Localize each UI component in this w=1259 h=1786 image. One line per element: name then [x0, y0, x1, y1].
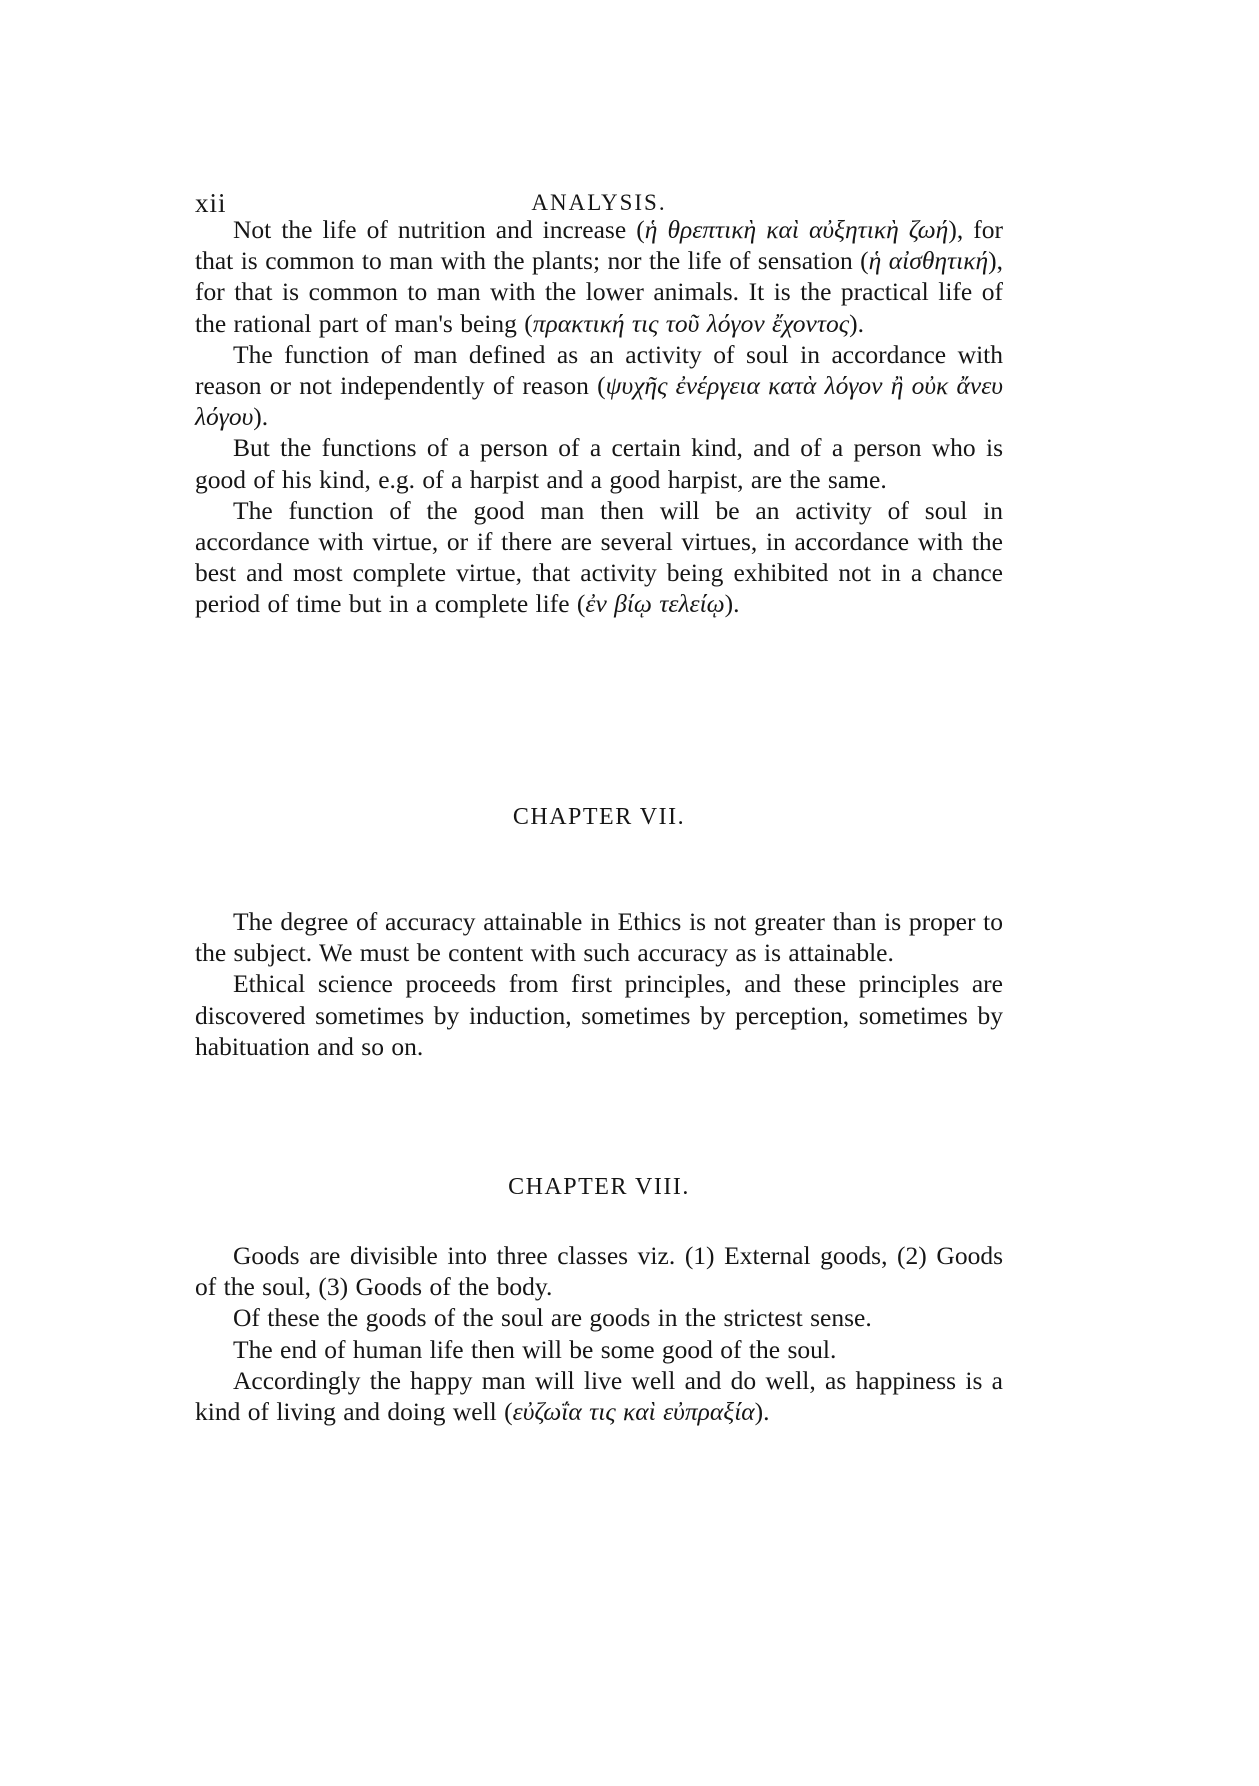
text-run: The function of the good man then will be an activity of soul in accordance with virtue, or if there are several virtues, in accordance with the best and most complete virtue, that activity being exhibited not in a chance period of time but in a complete life (: [195, 495, 1003, 619]
chapter-7-body: [195, 906, 1003, 1062]
paragraph: [195, 214, 1003, 339]
paragraph: Goods are divisible into three classes viz. (1) External goods, (2) Goods of the soul, (3) Goods of the body.: [195, 1241, 1003, 1302]
paragraph: [195, 495, 1003, 620]
chapter-heading: CHAPTER VII.: [512, 804, 686, 830]
greek-phrase: ἡ αἰσθητική: [868, 246, 989, 276]
paragraph: The end of human life then will be some good of the soul.: [233, 1334, 837, 1364]
text-run: ).: [754, 1397, 770, 1427]
text-run: Accordingly the happy man will live well and do well, as happiness is a kind of living and doing well (: [195, 1365, 1003, 1427]
page-number: xii: [195, 188, 227, 218]
paragraph: Ethical science proceeds from first principles, and these principles are discovered sometimes by induction, sometimes by perception, sometimes by habituation and so on.: [195, 969, 1003, 1061]
text-run: ).: [849, 308, 864, 338]
top-section: [195, 214, 1003, 620]
chapter-8-body: [195, 1240, 1003, 1427]
greek-phrase: ἐν βίῳ τελείῳ: [585, 589, 725, 619]
text-run: ).: [253, 402, 269, 432]
paragraph: Of these the goods of the soul are goods in the strictest sense.: [233, 1303, 872, 1333]
chapter-heading: CHAPTER VIII.: [508, 1174, 690, 1200]
text-run: ), for that is common to man with the lower animals. It is the practical life of the rational part of man's being (: [195, 246, 1003, 338]
paragraph: The degree of accuracy attainable in Ethics is not greater than is proper to the subject. We must be content with such accuracy as is attainable.: [195, 907, 1003, 968]
greek-phrase: ψυχῆς ἐνέργεια κατὰ λόγον ἢ οὐκ ἄνευ λόγου: [195, 371, 1004, 432]
paragraph: But the functions of a person of a certain kind, and of a person who is good of his kind, e.g. of a harpist and a good harpist, are the same.: [195, 433, 1003, 494]
text-run: ).: [724, 589, 740, 619]
paragraph: [195, 339, 1003, 433]
paragraph: [195, 1365, 1003, 1427]
text-run: Not the life of nutrition and increase (: [233, 215, 645, 244]
greek-phrase: εὐζωΐα τις καὶ εὐπραξία: [512, 1397, 755, 1427]
text-run: The function of man defined as an activity of soul in accordance with reason or not independently of reason (: [195, 339, 1003, 401]
greek-phrase: ἡ θρεπτικὴ καὶ αὐξητικὴ ζωή: [644, 215, 949, 244]
text-run: ), for that is common to man with the plants; nor the life of sensation (: [195, 215, 1003, 276]
greek-phrase: πρακτική τις τοῦ λόγον ἔχοντος: [532, 308, 850, 338]
running-head: ANALYSIS.: [531, 190, 667, 215]
